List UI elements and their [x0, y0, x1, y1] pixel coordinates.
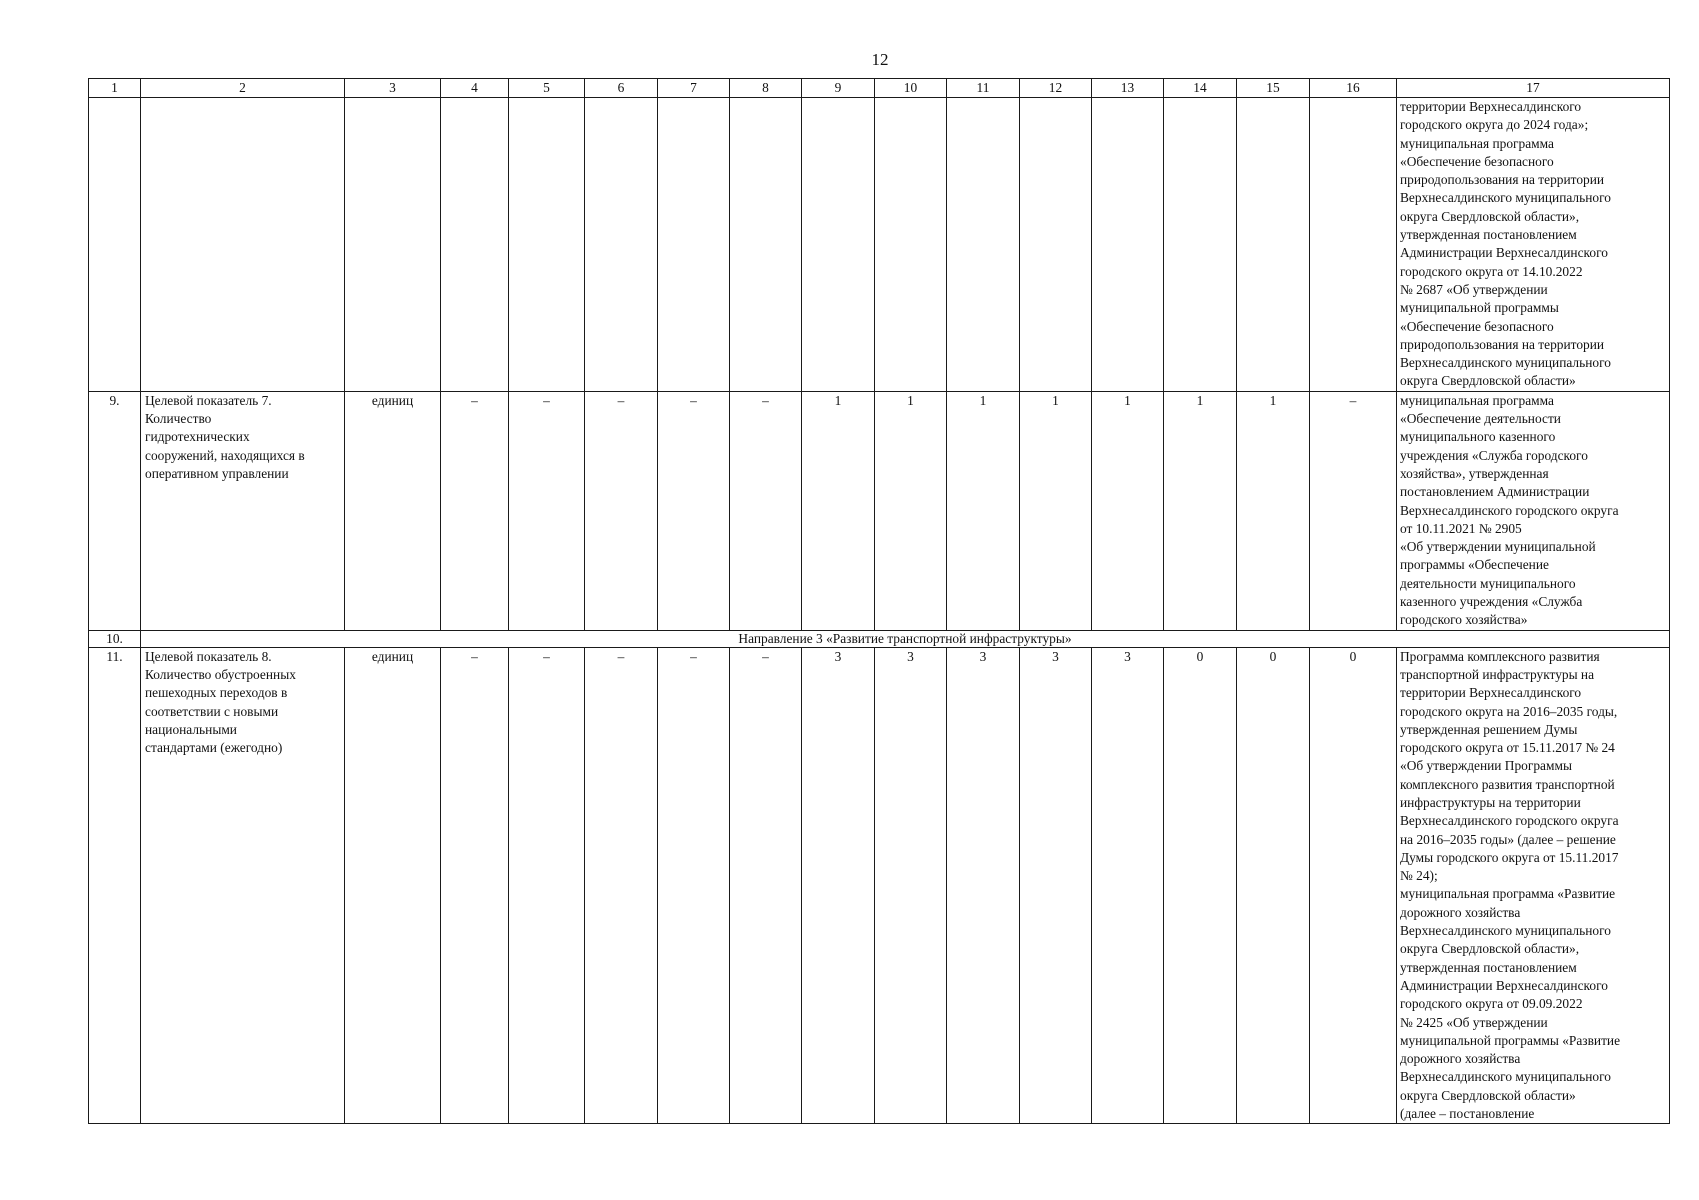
column-header: 7: [658, 79, 730, 98]
column-header: 2: [141, 79, 345, 98]
empty-cell: [345, 98, 441, 392]
column-header: 6: [585, 79, 658, 98]
column-header: 14: [1164, 79, 1237, 98]
value-cell: –: [730, 391, 802, 630]
column-header: 10: [875, 79, 947, 98]
value-cell: –: [509, 647, 585, 1124]
value-cell: 1: [1020, 391, 1092, 630]
empty-cell: [1310, 98, 1397, 392]
value-cell: 3: [1020, 647, 1092, 1124]
empty-cell: [441, 98, 509, 392]
indicator-name: Целевой показатель 8. Количество обустроенных пешеходных переходов в соответствии с новыми национальными стандартами (ежегодно): [141, 647, 345, 1124]
indicator-name: Целевой показатель 7. Количество гидротехнических сооружений, находящихся в оперативном управлении: [141, 391, 345, 630]
row-number: 9.: [89, 391, 141, 630]
empty-cell: [585, 98, 658, 392]
empty-cell: [509, 98, 585, 392]
empty-cell: [1237, 98, 1310, 392]
column-header: 12: [1020, 79, 1092, 98]
empty-cell: [730, 98, 802, 392]
table-row-9: [89, 391, 1670, 630]
empty-cell: [1020, 98, 1092, 392]
row-number: 10.: [89, 630, 141, 647]
value-cell: –: [1310, 391, 1397, 630]
column-header: 16: [1310, 79, 1397, 98]
row-number: 11.: [89, 647, 141, 1124]
column-header: 4: [441, 79, 509, 98]
column-header: 15: [1237, 79, 1310, 98]
value-cell: 3: [947, 647, 1020, 1124]
value-cell: 0: [1237, 647, 1310, 1124]
value-cell: 1: [1237, 391, 1310, 630]
indicators-table: [88, 78, 1670, 1124]
empty-cell: [802, 98, 875, 392]
table-row-11: [89, 647, 1670, 1124]
column-header: 8: [730, 79, 802, 98]
column-header: 13: [1092, 79, 1164, 98]
value-cell: 1: [947, 391, 1020, 630]
empty-cell: [658, 98, 730, 392]
value-cell: –: [509, 391, 585, 630]
value-cell: 0: [1310, 647, 1397, 1124]
empty-cell: [89, 98, 141, 392]
column-header: 11: [947, 79, 1020, 98]
column-header: 3: [345, 79, 441, 98]
column-number-header-row: [89, 79, 1670, 98]
value-cell: –: [585, 391, 658, 630]
value-cell: 3: [802, 647, 875, 1124]
direction-heading: Направление 3 «Развитие транспортной инфраструктуры»: [141, 630, 1670, 647]
column-header: 9: [802, 79, 875, 98]
value-cell: –: [585, 647, 658, 1124]
value-cell: –: [658, 391, 730, 630]
value-cell: 3: [875, 647, 947, 1124]
empty-cell: [141, 98, 345, 392]
empty-cell: [947, 98, 1020, 392]
value-cell: 3: [1092, 647, 1164, 1124]
page-number: 12: [871, 50, 889, 69]
value-cell: –: [441, 647, 509, 1124]
empty-cell: [1164, 98, 1237, 392]
source-document-cell: территории Верхнесалдинского городского округа до 2024 года»; муниципальная программа «Обеспечение безопасного природопользования на территории Верхнесалдинского муниципального округа Свердловской области», утвержденная постановлением Администрации Верхнесалдинского городского округа от 14.10.2022 № 2687 «Об утверждении муниципальной программы «Обеспечение безопасного природопользования на территории Верхнесалдинского муниципального округа Свердловской области»: [1397, 98, 1670, 392]
value-cell: 1: [875, 391, 947, 630]
value-cell: 1: [1164, 391, 1237, 630]
column-header: 17: [1397, 79, 1670, 98]
column-header: 1: [89, 79, 141, 98]
value-cell: 1: [1092, 391, 1164, 630]
table-row-10: [89, 630, 1670, 647]
empty-cell: [875, 98, 947, 392]
value-cell: –: [658, 647, 730, 1124]
value-cell: 1: [802, 391, 875, 630]
value-cell: 0: [1164, 647, 1237, 1124]
value-cell: –: [730, 647, 802, 1124]
value-cell: –: [441, 391, 509, 630]
source-document-cell: муниципальная программа «Обеспечение деятельности муниципального казенного учреждения «Служба городского хозяйства», утвержденная постановлением Администрации Верхнесалдинского городского округа от 10.11.2021 № 2905 «Об утверждении муниципальной программы «Обеспечение деятельности муниципального казенного учреждения «Служба городского хозяйства»: [1397, 391, 1670, 630]
unit-cell: единиц: [345, 647, 441, 1124]
source-document-cell: Программа комплексного развития транспортной инфраструктуры на территории Верхнесалдинского городского округа на 2016–2035 годы, утвержденная решением Думы городского округа от 15.11.2017 № 24 «Об утверждении Программы комплексного развития транспортной инфраструктуры на территории Верхнесалдинского городского округа на 2016–2035 годы» (далее – решение Думы городского округа от 15.11.2017 № 24); муниципальная программа «Развитие дорожного хозяйства Верхнесалдинского муниципального округа Свердловской области», утвержденная постановлением Администрации Верхнесалдинского городского округа от 09.09.2022 № 2425 «Об утверждении муниципальной программы «Развитие дорожного хозяйства Верхнесалдинского муниципального округа Свердловской области» (далее – постановление: [1397, 647, 1670, 1124]
column-header: 5: [509, 79, 585, 98]
unit-cell: единиц: [345, 391, 441, 630]
empty-cell: [1092, 98, 1164, 392]
table-row-continuation: [89, 98, 1670, 392]
